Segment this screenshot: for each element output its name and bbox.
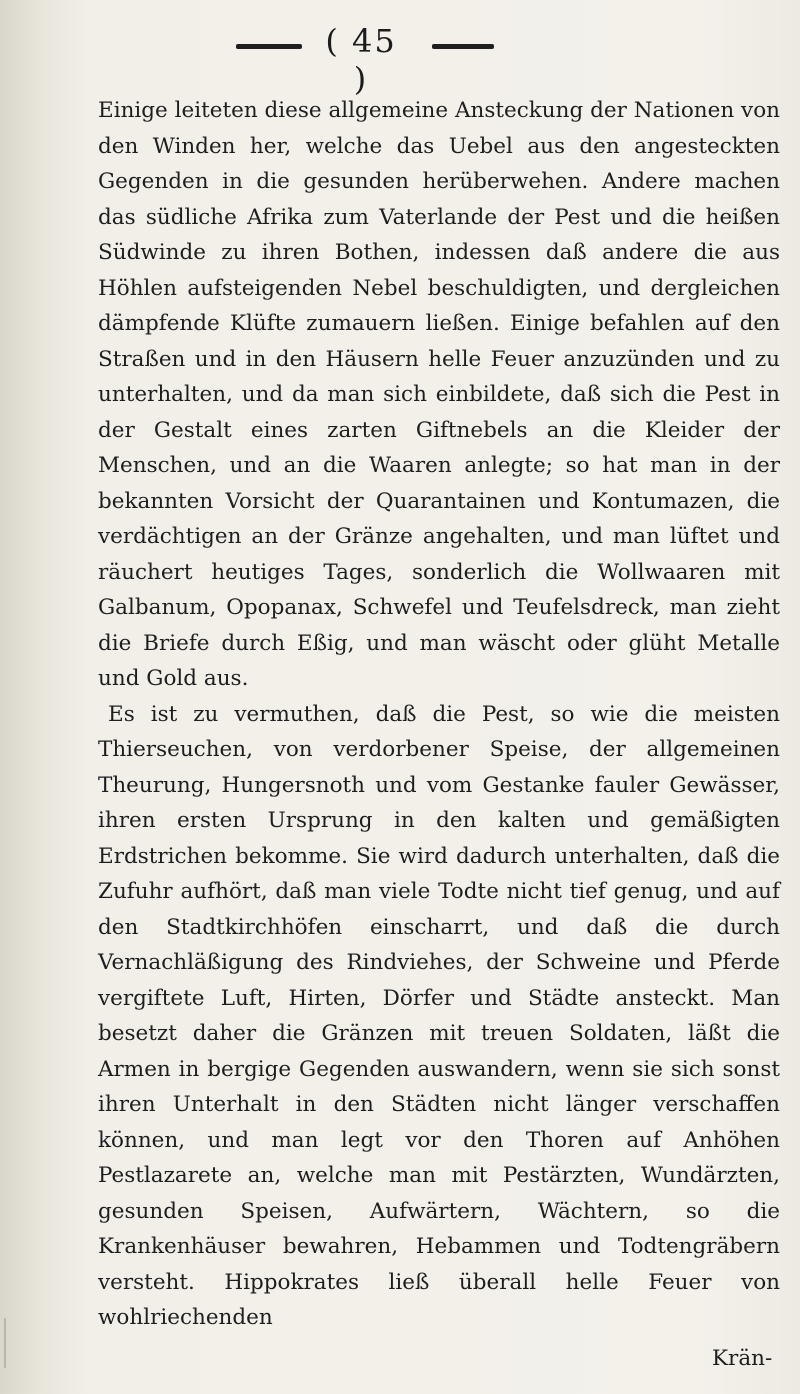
header-rule-right — [432, 44, 494, 49]
page-edge-mark — [4, 1318, 6, 1368]
page-number: ( 45 ) — [325, 22, 397, 98]
paragraph: Einige leiteten diese allgemeine Ansteckung der Nationen von den Winden her, welche das Uebel aus den angesteckten Gegenden in die gesunden herüberwehen. Andere machen das südliche Afrika zum Vaterlande der Pest und die heißen Südwinde zu ihren Bothen, indessen daß andere die aus Höhlen aufsteigenden Nebel beschuldigten, und dergleichen dämpfende Klüfte zumauern ließen. Einige befahlen auf den Straßen und in den Häusern helle Feuer anzuzünden und zu unterhalten, und da man sich einbildete, daß sich die Pest in der Gestalt eines zarten Giftnebels an die Kleider der Menschen, und an die Waaren anlegte; so hat man in der bekannten Vorsicht der Quarantainen und Kontumazen, die verdächtigen an der Gränze angehalten, und man lüftet und räuchert heutiges Tages, sonderlich die Wollwaaren mit Galbanum, Opopanax, Schwefel und Teufelsdreck, man zieht die Briefe durch Eßig, und man wäscht oder glüht Metalle und Gold aus. — [98, 98, 780, 691]
page-header — [0, 22, 800, 98]
header-rule-left — [236, 44, 302, 49]
paragraph: Es ist zu vermuthen, daß die Pest, so wie die meisten Thierseuchen, von verdorbener Speise, der allgemeinen Theurung, Hungersnoth und vom Gestanke fauler Gewässer, ihren ersten Ursprung in den kalten und gemäßigten Erdstrichen bekomme. Sie wird dadurch unterhalten, daß die Zufuhr aufhört, daß man viele Todte nicht tief genug, und auf den Stadtkirchhöfen einscharrt, und daß die durch Vernachläßigung des Rindviehes, der Schweine und Pferde vergiftete Luft, Hirten, Dörfer und Städte ansteckt. Man besetzt daher die Gränzen mit treuen Soldaten, läßt die Armen in bergige Gegenden auswandern, wenn sie sich sonst ihren Unterhalt in den Städten nicht länger verschaffen können, und man legt vor den Thoren auf Anhöhen Pestlazarete an, welche man mit Pestärzten, Wundärzten, gesunden Speisen, Aufwärtern, Wächtern, so die Krankenhäuser bewahren, Hebammen und Todtengräbern versteht. Hippokrates ließ überall helle Feuer von wohlriechenden — [98, 701, 780, 1330]
catchword: Krän- — [712, 1346, 773, 1371]
body-text — [98, 93, 780, 1336]
